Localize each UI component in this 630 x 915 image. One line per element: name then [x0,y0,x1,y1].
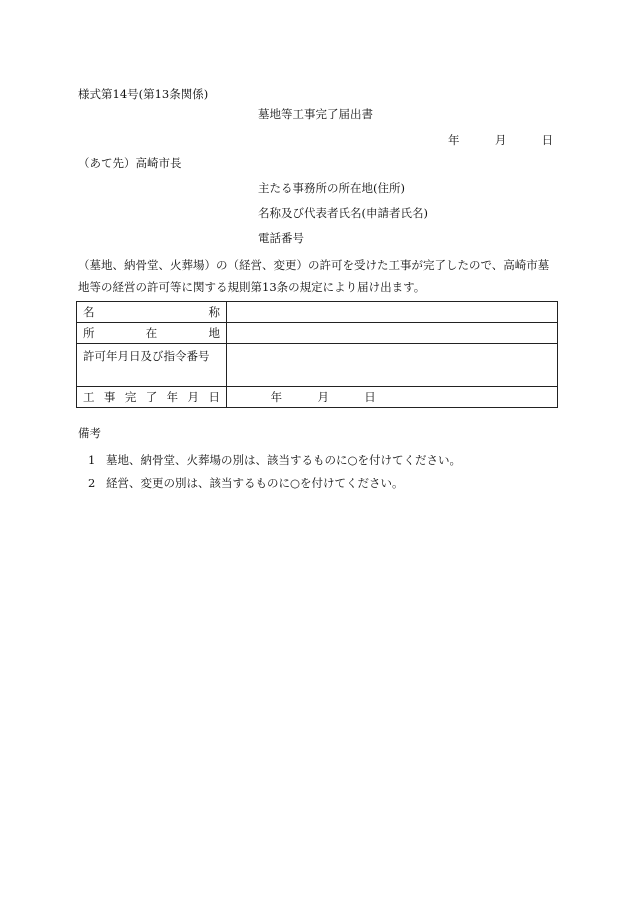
name-label-char: 名 [83,305,95,319]
completion-year-label: 年 [270,390,283,404]
note-item [88,452,461,468]
submission-date-line [448,132,553,148]
completion-label-char: 日 [208,390,220,404]
permit-value-cell[interactable] [227,344,558,387]
completion-label-char: 完 [124,390,137,404]
note-number: 2 [88,476,96,490]
table-row [77,323,558,344]
note-number: 1 [88,453,96,467]
location-value-cell[interactable] [227,323,558,344]
applicant-name-label: 名称及び代表者氏名(申請者氏名) [258,206,428,220]
location-label-cell [77,323,227,344]
notes-heading: 備考 [78,426,101,440]
location-label-char: 所 [83,326,95,340]
details-table [76,301,558,408]
form-number: 様式第14号(第13条関係) [78,87,209,101]
name-label-cell [77,302,227,323]
table-row [77,387,558,408]
applicant-address-label: 主たる事務所の所在地(住所) [258,181,405,195]
completion-label-char: 工 [83,390,95,404]
applicant-phone-label: 電話番号 [258,231,304,245]
note-text: 墓地、納骨堂、火葬場の別は、該当するものに○を付けてください。 [106,453,462,467]
completion-label-char: 事 [103,390,116,404]
addressee: （あて先）高崎市長 [78,156,182,170]
completion-label-char: 了 [145,390,158,404]
name-value-cell[interactable] [227,302,558,323]
completion-month-label: 月 [317,390,329,404]
completion-date-cell[interactable] [227,387,558,408]
permit-label: 許可年月日及び指令番号 [83,349,210,363]
note-text: 経営、変更の別は、該当するものに○を付けてください。 [106,476,404,490]
completion-day-label: 日 [364,390,376,404]
completion-label-cell [77,387,227,408]
note-item [88,475,404,491]
location-label-char: 在 [145,326,158,340]
date-month-label: 月 [494,133,507,147]
table-row [77,344,558,387]
location-label-char: 地 [208,326,220,340]
date-year-label: 年 [448,133,460,147]
document-title: 墓地等工事完了届出書 [258,107,373,121]
name-label-char: 称 [208,305,220,319]
date-day-label: 日 [541,133,554,147]
completion-label-char: 年 [166,390,179,404]
body-text: （墓地、納骨堂、火葬場）の（経営、変更）の許可を受けた工事が完了したので、高崎市墓地等の経営の許可等に関する規則第13条の規定により届け出ます。 [78,258,550,294]
table-row [77,302,558,323]
completion-label-char: 月 [187,390,200,404]
permit-label-cell [77,344,227,387]
